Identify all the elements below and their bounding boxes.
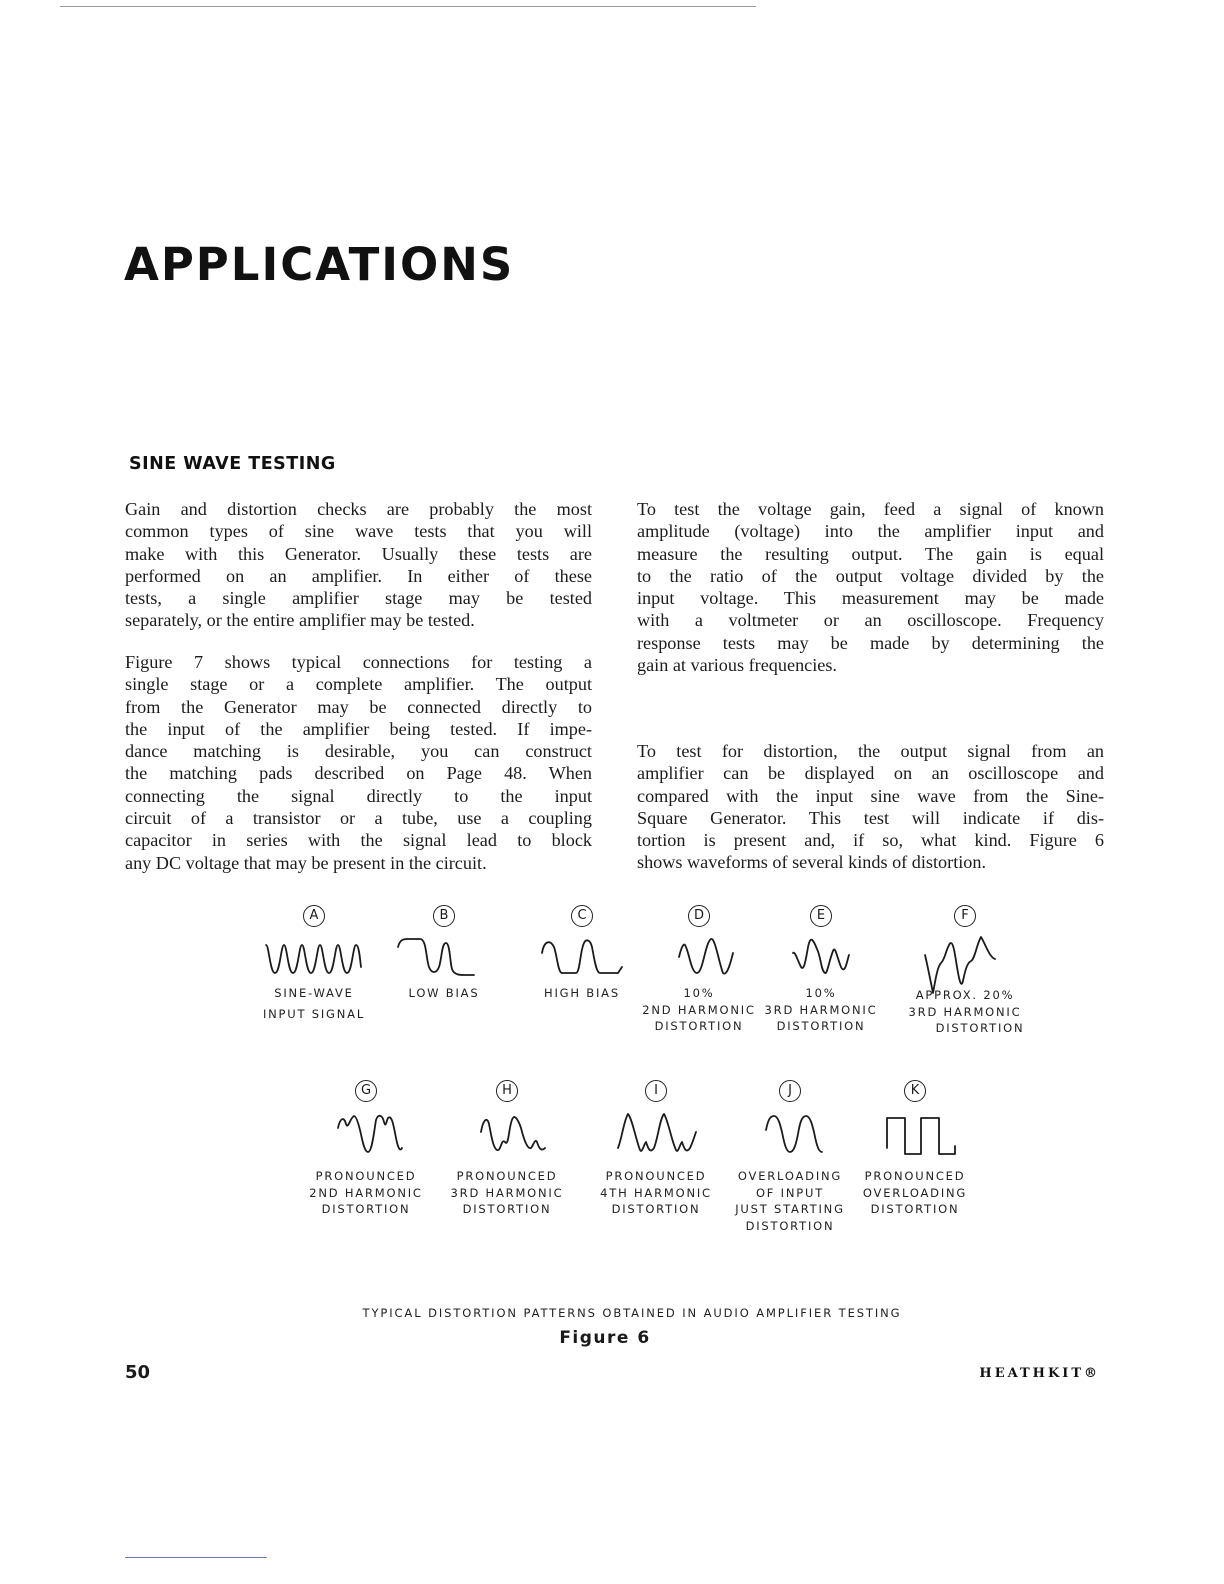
pronounced-second-harmonic-wave-icon <box>306 1108 426 1164</box>
text-line: circuit of a transistor or a tube, use a coupling <box>125 808 592 829</box>
text-line: To test the voltage gain, feed a signal of known <box>637 499 1104 519</box>
text-line: Square Generator. This test will indicate if dis- <box>637 807 1104 828</box>
sine-wave-icon <box>254 933 374 981</box>
text-line: make with this Generator. Usually these tests are <box>125 543 592 564</box>
text-line: separately, or the entire amplifier may be tested. <box>125 610 475 631</box>
caption-line: PRONOUNCED <box>864 1169 966 1183</box>
panel-letter: I <box>645 1080 667 1102</box>
panel-letter: B <box>433 905 455 927</box>
text-line: compared with the input sine wave from the Sine- <box>637 785 1104 806</box>
section-heading: SINE WAVE TESTING <box>129 454 336 474</box>
top-rule <box>60 6 756 7</box>
square-overload-wave-icon <box>855 1108 975 1164</box>
caption-line: LOW BIAS <box>408 986 480 1000</box>
text-line: to the ratio of the output voltage divided by the <box>637 565 1104 586</box>
caption-line: DISTORTION <box>745 1218 835 1233</box>
caption-line: OVERLOADING <box>862 1185 968 1200</box>
waveform-panel-g <box>286 1080 446 1218</box>
caption-line: APPROX. 20% <box>915 988 1015 1002</box>
third-harmonic-wave-icon <box>761 933 881 981</box>
overloading-starting-wave-icon <box>730 1108 850 1164</box>
text-line: shows waveforms of several kinds of distortion. <box>637 852 987 873</box>
text-line: To test for distortion, the output signal from an <box>637 741 1104 761</box>
text-line: measure the resulting output. The gain is equal <box>637 543 1104 564</box>
text-line: capacitor in series with the signal lead to block <box>125 830 592 851</box>
panel-letter: K <box>904 1080 926 1102</box>
text-line: input voltage. This measurement may be made <box>637 588 1104 609</box>
caption-line: 10% <box>683 986 715 1000</box>
waveform-panel-e <box>741 905 901 1035</box>
paragraph-connections <box>125 651 592 874</box>
approx-20-percent-wave-icon <box>905 933 1025 995</box>
caption-line: DISTORTION <box>321 1202 411 1216</box>
panel-letter: D <box>688 905 710 927</box>
panel-letter: A <box>303 905 325 927</box>
panel-letter: H <box>496 1080 518 1102</box>
waveform-panel-b <box>364 905 524 1002</box>
caption-line: JUST STARTING <box>735 1202 845 1216</box>
text-line: common types of sine wave tests that you will <box>125 521 592 542</box>
waveform-panel-f <box>885 905 1045 1037</box>
caption-line: OF INPUT <box>755 1185 825 1200</box>
caption-line: DISTORTION <box>776 1019 866 1033</box>
panel-letter: E <box>810 905 832 927</box>
text-line: gain at various frequencies. <box>637 655 837 676</box>
panel-letter: F <box>954 905 976 927</box>
caption-line: 3RD HARMONIC <box>908 1004 1022 1019</box>
caption-line: 10% <box>805 986 837 1000</box>
caption-line: DISTORTION <box>870 1202 960 1216</box>
caption-line: 4TH HARMONIC <box>600 1185 712 1200</box>
waveform-panel-h <box>427 1080 587 1218</box>
page-number: 50 <box>125 1362 151 1383</box>
low-bias-wave-icon <box>384 933 504 981</box>
caption-line: 2ND HARMONIC <box>309 1185 423 1200</box>
caption-line: SINE-WAVE <box>274 986 354 1000</box>
text-line: connecting the signal directly to the input <box>125 785 592 806</box>
caption-line: DISTORTION <box>654 1019 744 1033</box>
text-line: amplifier can be displayed on an oscilloscope and <box>637 763 1104 784</box>
paragraph-distortion-test <box>637 740 1104 874</box>
caption-line: DISTORTION <box>935 1021 1025 1035</box>
text-line: performed on an amplifier. In either of these <box>125 565 592 586</box>
caption-line: 3RD HARMONIC <box>764 1002 878 1017</box>
page-title: APPLICATIONS <box>124 238 515 291</box>
caption-line: HIGH BIAS <box>544 986 620 1000</box>
text-line: with a voltmeter or an oscilloscope. Frequency <box>637 610 1104 631</box>
text-line: response tests may be made by determining the <box>637 632 1104 653</box>
waveform-panel-k <box>835 1080 995 1218</box>
text-line: the input of the amplifier being tested. If impe- <box>125 718 592 739</box>
paragraph-gain-distortion <box>125 498 592 632</box>
text-line: the matching pads described on Page 48. When <box>125 763 592 784</box>
caption-line: 2ND HARMONIC <box>642 1002 756 1017</box>
text-line: tortion is present and, if so, what kind. Figure 6 <box>637 830 1104 851</box>
bottom-rule <box>125 1557 267 1558</box>
caption-line: PRONOUNCED <box>456 1169 558 1183</box>
pronounced-third-harmonic-wave-icon <box>447 1108 567 1164</box>
pronounced-fourth-harmonic-wave-icon <box>596 1108 716 1164</box>
caption-line: DISTORTION <box>462 1202 552 1216</box>
text-line: amplitude (voltage) into the amplifier input and <box>637 521 1104 542</box>
text-line: from the Generator may be connected directly to <box>125 696 592 717</box>
paragraph-voltage-gain <box>637 498 1104 676</box>
text-line: Gain and distortion checks are probably the most <box>125 499 592 519</box>
caption-line: INPUT SIGNAL <box>262 1006 366 1021</box>
caption-line: PRONOUNCED <box>605 1169 707 1183</box>
brand-logo: HEATHKIT® <box>979 1366 1100 1381</box>
caption-line: OVERLOADING <box>737 1169 843 1183</box>
caption-line: 3RD HARMONIC <box>450 1185 564 1200</box>
caption-line: DISTORTION <box>611 1202 701 1216</box>
text-line: single stage or a complete amplifier. The output <box>125 674 592 695</box>
text-line: tests, a single amplifier stage may be tested <box>125 588 592 609</box>
figure-label: Figure 6 <box>559 1328 651 1348</box>
text-line: dance matching is desirable, you can construct <box>125 741 592 762</box>
panel-letter: C <box>571 905 593 927</box>
text-line: any DC voltage that may be present in the circuit. <box>125 852 487 873</box>
panel-letter: G <box>355 1080 377 1102</box>
figure-caption: TYPICAL DISTORTION PATTERNS OBTAINED IN AUDIO AMPLIFIER TESTING <box>362 1306 902 1320</box>
caption-line: PRONOUNCED <box>315 1169 417 1183</box>
panel-letter: J <box>779 1080 801 1102</box>
text-line: Figure 7 shows typical connections for testing a <box>125 652 592 672</box>
